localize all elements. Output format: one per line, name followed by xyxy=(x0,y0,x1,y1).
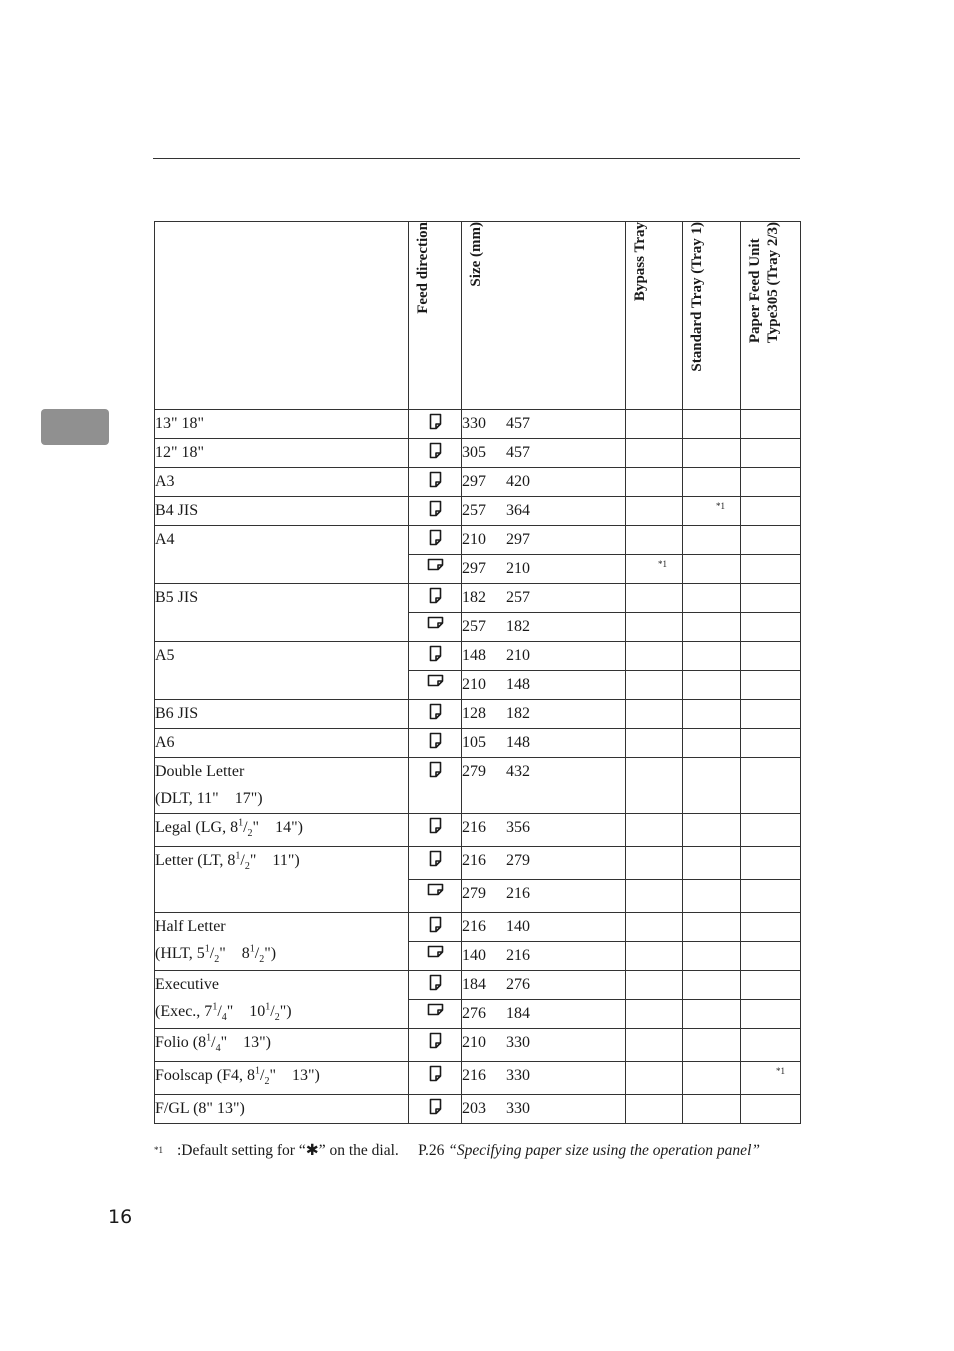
size-cell xyxy=(462,468,626,497)
paper-name: A6 xyxy=(155,734,175,751)
size-height: 457 xyxy=(506,415,530,432)
bypass-tray-cell xyxy=(626,1000,683,1029)
paper-name-cell xyxy=(155,758,409,814)
size-width: 297 xyxy=(462,560,486,577)
paper-name: B5 JIS xyxy=(155,589,199,606)
table-row xyxy=(155,971,801,1000)
standard-tray-cell xyxy=(683,410,741,439)
table-row xyxy=(155,497,801,526)
paper-name-cell xyxy=(155,729,409,758)
standard-tray-cell xyxy=(683,584,741,613)
portrait-feed-icon xyxy=(429,442,442,464)
size-cell xyxy=(462,410,626,439)
portrait-feed-icon xyxy=(429,471,442,493)
size-cell xyxy=(462,971,626,1000)
footnote-mark: *1 xyxy=(154,1145,163,1155)
paper-name: F/GL (8" 13") xyxy=(155,1100,245,1117)
bypass-tray-cell xyxy=(626,642,683,671)
bypass-tray-cell xyxy=(626,439,683,468)
portrait-feed-icon xyxy=(429,1065,442,1087)
paper-name: Half Letter (HLT, $5^1/_2$" $8^1/_2$") xyxy=(155,918,277,966)
size-height: 182 xyxy=(506,705,530,722)
standard-tray-cell xyxy=(683,1095,741,1124)
paper-feed-unit-cell xyxy=(741,526,801,555)
size-width: 210 xyxy=(462,531,486,548)
table-row xyxy=(155,700,801,729)
size-height: 279 xyxy=(506,852,530,869)
size-cell xyxy=(462,1029,626,1062)
size-width: 210 xyxy=(462,676,486,693)
size-cell xyxy=(462,814,626,847)
size-width: 216 xyxy=(462,1067,486,1084)
size-cell xyxy=(462,613,626,642)
paper-feed-unit-cell xyxy=(741,847,801,880)
paper-name: Folio ($8^1/_4$" 13") xyxy=(155,1032,271,1055)
landscape-feed-icon xyxy=(427,674,444,692)
size-height: 330 xyxy=(506,1067,530,1084)
table-row xyxy=(155,847,801,880)
size-height: 297 xyxy=(506,531,530,548)
portrait-feed-icon xyxy=(429,1032,442,1054)
size-height: 330 xyxy=(506,1100,530,1117)
standard-tray-cell xyxy=(683,497,741,526)
feed-direction-cell xyxy=(409,913,462,942)
paper-feed-unit-cell xyxy=(741,642,801,671)
portrait-feed-icon xyxy=(429,850,442,872)
size-width: 184 xyxy=(462,976,486,993)
feed-direction-cell xyxy=(409,642,462,671)
size-cell xyxy=(462,671,626,700)
bypass-tray-cell xyxy=(626,584,683,613)
feed-direction-cell xyxy=(409,971,462,1000)
paper-name-cell xyxy=(155,971,409,1029)
table-row xyxy=(155,642,801,671)
paper-feed-unit-cell xyxy=(741,913,801,942)
size-height: 182 xyxy=(506,618,530,635)
feed-direction-cell xyxy=(409,439,462,468)
paper-name: 12" 18" xyxy=(155,444,205,461)
size-cell xyxy=(462,526,626,555)
size-height: 148 xyxy=(506,676,530,693)
feed-direction-cell xyxy=(409,613,462,642)
size-width: 203 xyxy=(462,1100,486,1117)
paper-name-cell xyxy=(155,814,409,847)
page-reference-icon-ref: P.26 xyxy=(418,1142,445,1159)
page-number: 16 xyxy=(108,1206,133,1228)
paper-name-cell xyxy=(155,526,409,584)
header-paper-feed-unit: Paper Feed Unit Type305 (Tray 2/3) xyxy=(741,222,801,410)
paper-name-cell xyxy=(155,1095,409,1124)
standard-tray-cell xyxy=(683,729,741,758)
standard-tray-cell xyxy=(683,555,741,584)
size-cell xyxy=(462,642,626,671)
size-width: 330 xyxy=(462,415,486,432)
feed-direction-cell xyxy=(409,814,462,847)
bypass-tray-cell xyxy=(626,497,683,526)
table-row xyxy=(155,729,801,758)
size-width: 216 xyxy=(462,852,486,869)
paper-name: A5 xyxy=(155,647,175,664)
table-header-row xyxy=(155,222,801,410)
bypass-tray-cell xyxy=(626,880,683,913)
standard-tray-cell xyxy=(683,880,741,913)
size-cell xyxy=(462,1095,626,1124)
bypass-tray-cell xyxy=(626,613,683,642)
size-width: 257 xyxy=(462,502,486,519)
size-cell xyxy=(462,729,626,758)
paper-feed-unit-cell xyxy=(741,555,801,584)
feed-direction-cell xyxy=(409,497,462,526)
portrait-feed-icon xyxy=(429,587,442,609)
paper-name: Double Letter (DLT, 11" 17") xyxy=(155,763,263,807)
size-cell xyxy=(462,584,626,613)
landscape-feed-icon xyxy=(427,558,444,576)
bypass-tray-cell xyxy=(626,410,683,439)
portrait-feed-icon xyxy=(429,817,442,839)
standard-tray-cell xyxy=(683,613,741,642)
bypass-tray-cell xyxy=(626,526,683,555)
landscape-feed-icon xyxy=(427,883,444,901)
default-setting-note: *1 xyxy=(716,501,725,511)
feed-direction-cell xyxy=(409,1029,462,1062)
paper-name: Foolscap (F4, $8^1/_2$" 13") xyxy=(155,1065,320,1088)
default-setting-note: *1 xyxy=(776,1066,785,1076)
paper-feed-unit-cell xyxy=(741,880,801,913)
bypass-tray-cell xyxy=(626,1062,683,1095)
table-row xyxy=(155,468,801,497)
paper-name: 13" 18" xyxy=(155,415,205,432)
bypass-tray-cell xyxy=(626,847,683,880)
paper-name-cell xyxy=(155,700,409,729)
paper-feed-unit-cell xyxy=(741,439,801,468)
size-width: 305 xyxy=(462,444,486,461)
size-height: 364 xyxy=(506,502,530,519)
paper-feed-unit-cell xyxy=(741,700,801,729)
size-height: 216 xyxy=(506,947,530,964)
paper-feed-unit-cell xyxy=(741,497,801,526)
standard-tray-cell xyxy=(683,439,741,468)
bypass-tray-cell xyxy=(626,555,683,584)
portrait-feed-icon xyxy=(429,413,442,435)
table-row xyxy=(155,410,801,439)
size-height: 457 xyxy=(506,444,530,461)
size-height: 257 xyxy=(506,589,530,606)
size-cell xyxy=(462,555,626,584)
paper-name: Legal (LG, $8^1/_2$" 14") xyxy=(155,817,303,840)
portrait-feed-icon xyxy=(429,761,442,783)
table-row xyxy=(155,913,801,942)
paper-feed-unit-cell xyxy=(741,1062,801,1095)
table-row xyxy=(155,1062,801,1095)
size-width: 276 xyxy=(462,1005,486,1022)
paper-name-cell xyxy=(155,410,409,439)
size-width: 297 xyxy=(462,473,486,490)
paper-feed-unit-cell xyxy=(741,1029,801,1062)
size-height: 432 xyxy=(506,763,530,780)
size-width: 128 xyxy=(462,705,486,722)
standard-tray-cell xyxy=(683,526,741,555)
portrait-feed-icon xyxy=(429,916,442,938)
table-row xyxy=(155,439,801,468)
feed-direction-cell xyxy=(409,1000,462,1029)
paper-feed-unit-cell xyxy=(741,410,801,439)
size-height: 210 xyxy=(506,647,530,664)
paper-name: Executive (Exec., $7^1/_4$" $10^1/_2$") xyxy=(155,976,292,1024)
header-size-mm: Size (mm) xyxy=(462,222,626,410)
landscape-feed-icon xyxy=(427,616,444,634)
footnote-text: :Default setting for “✱” on the dial. P.26 “Specifying paper size using the operation panel” xyxy=(177,1142,760,1159)
standard-tray-cell xyxy=(683,468,741,497)
size-cell xyxy=(462,700,626,729)
feed-direction-cell xyxy=(409,880,462,913)
footnote xyxy=(154,1141,800,1160)
size-height: 216 xyxy=(506,885,530,902)
portrait-feed-icon xyxy=(429,732,442,754)
chapter-tab-marker xyxy=(41,409,109,445)
default-setting-note: *1 xyxy=(658,559,667,569)
size-width: 105 xyxy=(462,734,486,751)
standard-tray-cell xyxy=(683,671,741,700)
size-height: 420 xyxy=(506,473,530,490)
size-width: 279 xyxy=(462,885,486,902)
feed-direction-cell xyxy=(409,1095,462,1124)
bypass-tray-cell xyxy=(626,700,683,729)
landscape-feed-icon xyxy=(427,1003,444,1021)
standard-tray-cell xyxy=(683,642,741,671)
feed-direction-cell xyxy=(409,671,462,700)
size-height: 330 xyxy=(506,1034,530,1051)
paper-feed-unit-cell xyxy=(741,671,801,700)
portrait-feed-icon xyxy=(429,1098,442,1120)
size-width: 148 xyxy=(462,647,486,664)
reference-link[interactable]: “Specifying paper size using the operation panel” xyxy=(448,1142,760,1159)
bypass-tray-cell xyxy=(626,1029,683,1062)
size-cell xyxy=(462,1000,626,1029)
size-cell xyxy=(462,913,626,942)
feed-direction-cell xyxy=(409,729,462,758)
header-standard-tray: Standard Tray (Tray 1) xyxy=(683,222,741,410)
landscape-feed-icon xyxy=(427,945,444,963)
size-width: 182 xyxy=(462,589,486,606)
paper-name-cell xyxy=(155,584,409,642)
paper-name-cell xyxy=(155,497,409,526)
bypass-tray-cell xyxy=(626,729,683,758)
feed-direction-cell xyxy=(409,410,462,439)
dial-symbol-icon: ✱ xyxy=(305,1142,319,1159)
header-paper-name xyxy=(155,222,409,410)
paper-name-cell xyxy=(155,913,409,971)
size-cell xyxy=(462,880,626,913)
paper-name-cell xyxy=(155,847,409,913)
bypass-tray-cell xyxy=(626,671,683,700)
size-height: 148 xyxy=(506,734,530,751)
size-width: 216 xyxy=(462,819,486,836)
feed-direction-cell xyxy=(409,1062,462,1095)
table-row xyxy=(155,758,801,814)
portrait-feed-icon xyxy=(429,529,442,551)
paper-feed-unit-cell xyxy=(741,814,801,847)
size-cell xyxy=(462,847,626,880)
bypass-tray-cell xyxy=(626,468,683,497)
standard-tray-cell xyxy=(683,847,741,880)
paper-feed-unit-cell xyxy=(741,1095,801,1124)
bypass-tray-cell xyxy=(626,913,683,942)
size-height: 356 xyxy=(506,819,530,836)
bypass-tray-cell xyxy=(626,758,683,814)
standard-tray-cell xyxy=(683,1000,741,1029)
bypass-tray-cell xyxy=(626,1095,683,1124)
size-width: 279 xyxy=(462,763,486,780)
header-rule xyxy=(153,158,800,159)
table-row xyxy=(155,584,801,613)
size-width: 140 xyxy=(462,947,486,964)
size-cell xyxy=(462,497,626,526)
size-height: 210 xyxy=(506,560,530,577)
size-width: 216 xyxy=(462,918,486,935)
standard-tray-cell xyxy=(683,1062,741,1095)
paper-feed-unit-cell xyxy=(741,468,801,497)
paper-name: Letter (LT, $8^1/_2$" 11") xyxy=(155,850,300,873)
table-row xyxy=(155,1095,801,1124)
table-row xyxy=(155,526,801,555)
size-width: 257 xyxy=(462,618,486,635)
paper-name-cell xyxy=(155,468,409,497)
table-row xyxy=(155,1029,801,1062)
paper-feed-unit-cell xyxy=(741,942,801,971)
paper-size-table xyxy=(154,221,801,1124)
portrait-feed-icon xyxy=(429,500,442,522)
paper-name-cell xyxy=(155,1029,409,1062)
paper-name-cell xyxy=(155,1062,409,1095)
standard-tray-cell xyxy=(683,971,741,1000)
standard-tray-cell xyxy=(683,814,741,847)
paper-name: B4 JIS xyxy=(155,502,199,519)
size-height: 184 xyxy=(506,1005,530,1022)
paper-name-cell xyxy=(155,642,409,700)
size-cell xyxy=(462,942,626,971)
portrait-feed-icon xyxy=(429,974,442,996)
paper-name-cell xyxy=(155,439,409,468)
standard-tray-cell xyxy=(683,942,741,971)
size-height: 140 xyxy=(506,918,530,935)
standard-tray-cell xyxy=(683,758,741,814)
standard-tray-cell xyxy=(683,1029,741,1062)
paper-name: A3 xyxy=(155,473,175,490)
size-width: 210 xyxy=(462,1034,486,1051)
paper-feed-unit-cell xyxy=(741,584,801,613)
header-feed-direction: Feed direction xyxy=(409,222,462,410)
paper-feed-unit-cell xyxy=(741,1000,801,1029)
size-cell xyxy=(462,1062,626,1095)
feed-direction-cell xyxy=(409,847,462,880)
feed-direction-cell xyxy=(409,584,462,613)
standard-tray-cell xyxy=(683,913,741,942)
size-height: 276 xyxy=(506,976,530,993)
paper-feed-unit-cell xyxy=(741,613,801,642)
feed-direction-cell xyxy=(409,468,462,497)
feed-direction-cell xyxy=(409,555,462,584)
feed-direction-cell xyxy=(409,758,462,814)
size-cell xyxy=(462,758,626,814)
feed-direction-cell xyxy=(409,526,462,555)
bypass-tray-cell xyxy=(626,814,683,847)
paper-feed-unit-cell xyxy=(741,729,801,758)
paper-feed-unit-cell xyxy=(741,971,801,1000)
table-row xyxy=(155,814,801,847)
portrait-feed-icon xyxy=(429,645,442,667)
bypass-tray-cell xyxy=(626,942,683,971)
portrait-feed-icon xyxy=(429,703,442,725)
standard-tray-cell xyxy=(683,700,741,729)
feed-direction-cell xyxy=(409,942,462,971)
paper-feed-unit-cell xyxy=(741,758,801,814)
bypass-tray-cell xyxy=(626,971,683,1000)
header-bypass-tray: Bypass Tray xyxy=(626,222,683,410)
feed-direction-cell xyxy=(409,700,462,729)
paper-name: B6 JIS xyxy=(155,705,199,722)
size-cell xyxy=(462,439,626,468)
paper-name: A4 xyxy=(155,531,175,548)
